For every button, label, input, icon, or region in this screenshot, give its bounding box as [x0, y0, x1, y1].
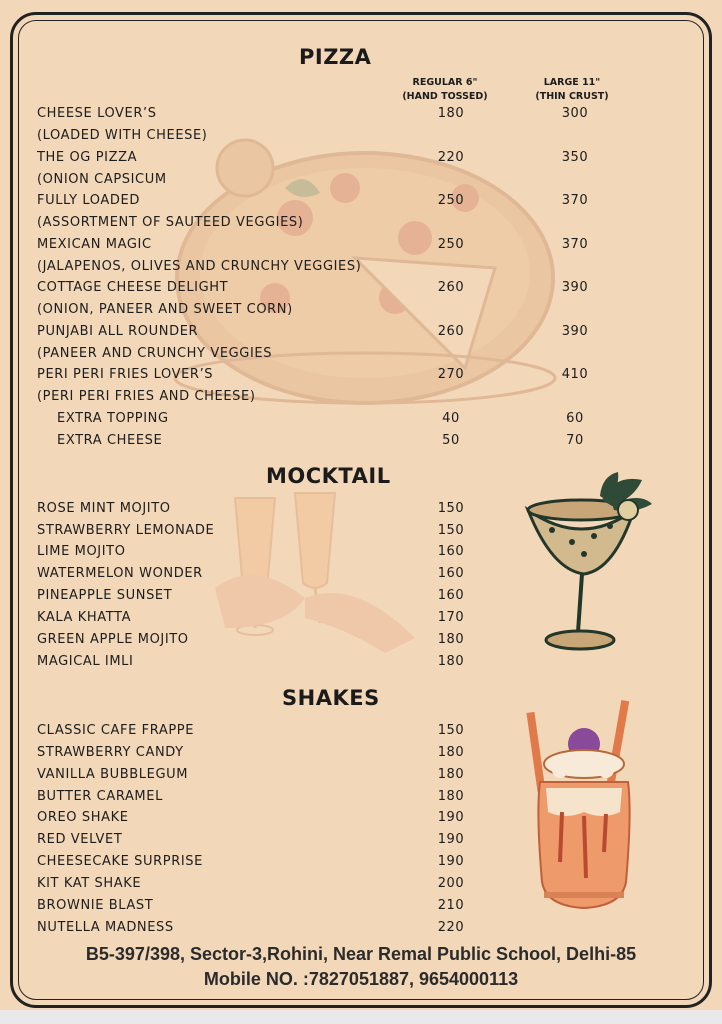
item-price: 180	[437, 767, 465, 782]
item-price: 170	[437, 610, 465, 625]
item-description: (ONION, PANEER AND SWEET CORN)	[37, 302, 293, 317]
item-price: 150	[437, 523, 465, 538]
regular-price: 220	[437, 150, 465, 165]
pizza-section-title: PIZZA	[299, 45, 372, 69]
item-price: 210	[437, 898, 465, 913]
menu-item	[37, 544, 637, 566]
item-price: 160	[437, 544, 465, 559]
large-price: 350	[561, 150, 589, 165]
regular-size-label: REGULAR 6"	[412, 77, 478, 88]
menu-item	[37, 876, 637, 898]
item-name: COTTAGE CHEESE DELIGHT	[37, 280, 229, 295]
large-price: 300	[561, 106, 589, 121]
item-price: 180	[437, 789, 465, 804]
menu-item	[37, 832, 637, 854]
item-name: WATERMELON WONDER	[37, 566, 203, 581]
item-name: RED VELVET	[37, 832, 123, 847]
regular-price: 260	[437, 280, 465, 295]
menu-item	[37, 854, 637, 876]
large-price: 60	[566, 411, 584, 426]
item-description: (JALAPENOS, OLIVES AND CRUNCHY VEGGIES)	[37, 259, 362, 274]
menu-item	[37, 588, 637, 610]
item-name: EXTRA CHEESE	[57, 433, 163, 448]
item-name: PERI PERI FRIES LOVER’S	[37, 367, 214, 382]
menu-item	[37, 501, 637, 523]
item-name: GREEN APPLE MOJITO	[37, 632, 189, 647]
menu-item	[37, 920, 637, 942]
regular-price: 270	[437, 367, 465, 382]
item-name: MAGICAL IMLI	[37, 654, 134, 669]
item-name: OREO SHAKE	[37, 810, 129, 825]
item-price: 200	[437, 876, 465, 891]
footer-mobile: Mobile NO. :7827051887, 9654000113	[203, 969, 519, 989]
large-price: 410	[561, 367, 589, 382]
item-name: THE OG PIZZA	[37, 150, 138, 165]
regular-column-header	[390, 76, 500, 104]
menu-item	[37, 324, 637, 346]
item-name: STRAWBERRY CANDY	[37, 745, 184, 760]
item-price: 180	[437, 654, 465, 669]
item-name: ROSE MINT MOJITO	[37, 501, 171, 516]
item-price: 150	[437, 723, 465, 738]
item-price: 180	[437, 745, 465, 760]
page-bottom-band	[0, 1010, 722, 1024]
menu-item	[37, 632, 637, 654]
item-name: NUTELLA MADNESS	[37, 920, 174, 935]
large-price: 70	[566, 433, 584, 448]
item-description: (PERI PERI FRIES AND CHEESE)	[37, 389, 256, 404]
item-name: EXTRA TOPPING	[57, 411, 169, 426]
item-price: 150	[437, 501, 465, 516]
menu-item	[37, 767, 637, 789]
large-price: 370	[561, 193, 589, 208]
item-description: (ASSORTMENT OF SAUTEED VEGGIES)	[37, 215, 304, 230]
item-price: 190	[437, 810, 465, 825]
item-name: BUTTER CARAMEL	[37, 789, 163, 804]
item-name: CLASSIC CAFE FRAPPE	[37, 723, 195, 738]
item-name: MEXICAN MAGIC	[37, 237, 152, 252]
item-name: PINEAPPLE SUNSET	[37, 588, 173, 603]
large-column-header	[517, 76, 627, 104]
item-price: 220	[437, 920, 465, 935]
shakes-section-title: SHAKES	[282, 686, 380, 710]
menu-item	[37, 898, 637, 920]
item-name: KIT KAT SHAKE	[37, 876, 142, 891]
large-size-label: LARGE 11"	[543, 77, 601, 88]
footer-address: B5-397/398, Sector-3,Rohini, Near Remal Public School, Delhi-85	[85, 944, 637, 964]
menu-item	[37, 789, 637, 811]
item-price: 160	[437, 588, 465, 603]
item-price: 190	[437, 832, 465, 847]
item-name: STRAWBERRY LEMONADE	[37, 523, 215, 538]
regular-price: 180	[437, 106, 465, 121]
menu-item	[37, 106, 637, 128]
large-price: 390	[561, 280, 589, 295]
item-price: 190	[437, 854, 465, 869]
menu-item	[37, 523, 637, 545]
menu-item	[37, 610, 637, 632]
item-name: KALA KHATTA	[37, 610, 132, 625]
large-price: 370	[561, 237, 589, 252]
extra-item	[37, 411, 637, 433]
menu-item	[37, 654, 637, 676]
extra-item	[37, 433, 637, 455]
regular-price: 50	[442, 433, 460, 448]
menu-item	[37, 810, 637, 832]
menu-item	[37, 745, 637, 767]
item-description: (LOADED WITH CHEESE)	[37, 128, 208, 143]
regular-price: 40	[442, 411, 460, 426]
item-name: PUNJABI ALL ROUNDER	[37, 324, 199, 339]
menu-item	[37, 367, 637, 389]
menu-item	[37, 723, 637, 745]
item-price: 160	[437, 566, 465, 581]
item-description: (ONION CAPSICUM	[37, 172, 167, 187]
item-name: LIME MOJITO	[37, 544, 126, 559]
menu-item	[37, 280, 637, 302]
item-name: BROWNIE BLAST	[37, 898, 154, 913]
regular-price: 260	[437, 324, 465, 339]
item-name: CHEESECAKE SURPRISE	[37, 854, 203, 869]
item-price: 180	[437, 632, 465, 647]
item-name: VANILLA BUBBLEGUM	[37, 767, 189, 782]
item-description: (PANEER AND CRUNCHY VEGGIES	[37, 346, 273, 361]
regular-price: 250	[437, 237, 465, 252]
menu-item	[37, 193, 637, 215]
regular-price: 250	[437, 193, 465, 208]
menu-item	[37, 150, 637, 172]
large-crust-label: (THIN CRUST)	[535, 91, 609, 102]
mocktail-section-title: MOCKTAIL	[266, 464, 391, 488]
menu-item	[37, 237, 637, 259]
item-name: CHEESE LOVER’S	[37, 106, 157, 121]
item-name: FULLY LOADED	[37, 193, 140, 208]
menu-item	[37, 566, 637, 588]
regular-crust-label: (HAND TOSSED)	[402, 91, 488, 102]
large-price: 390	[561, 324, 589, 339]
